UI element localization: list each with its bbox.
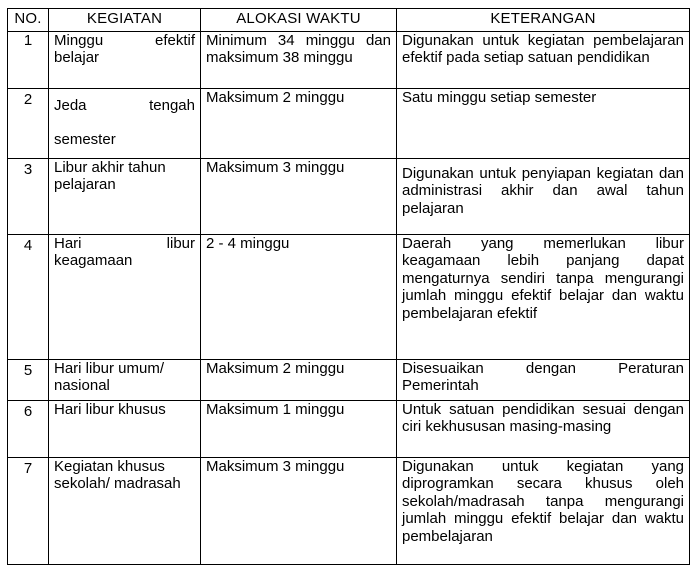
kegiatan-cell: Hari libur khusus — [49, 401, 201, 458]
alokasi-cell: Maksimum 2 minggu — [201, 89, 397, 159]
keterangan-cell: Satu minggu setiap semester — [397, 89, 690, 159]
row-number: 4 — [8, 235, 49, 360]
kegiatan-cell: Minggu efektif belajar — [49, 32, 201, 89]
kegiatan-cell: Jeda tengah semester — [49, 89, 201, 159]
alokasi-cell: Maksimum 3 minggu — [201, 159, 397, 235]
keterangan-cell: Disesuaikan dengan Peraturan Pemerintah — [397, 360, 690, 401]
alokasi-cell: Maksimum 2 minggu — [201, 360, 397, 401]
kegiatan-cell: Libur akhir tahun pelajaran — [49, 159, 201, 235]
table-row — [8, 360, 690, 401]
alokasi-cell: Maksimum 3 minggu — [201, 458, 397, 565]
table-row — [8, 89, 690, 159]
header-keterangan: KETERANGAN — [397, 9, 690, 32]
table-header — [8, 9, 690, 32]
table-row — [8, 401, 690, 458]
keterangan-cell: Digunakan untuk penyiapan kegiatan dan administrasi akhir dan awal tahun pelajaran — [397, 159, 690, 235]
header-alokasi-waktu: ALOKASI WAKTU — [201, 9, 397, 32]
header-no: NO. — [8, 9, 49, 32]
table-row — [8, 235, 690, 360]
row-number: 7 — [8, 458, 49, 565]
alokasi-cell: Minimum 34 minggu dan maksimum 38 minggu — [201, 32, 397, 89]
table-row — [8, 458, 690, 565]
kegiatan-cell: Hari libur umum/ nasional — [49, 360, 201, 401]
header-row — [8, 9, 690, 32]
row-number: 6 — [8, 401, 49, 458]
row-number: 1 — [8, 32, 49, 89]
row-number: 2 — [8, 89, 49, 159]
keterangan-cell: Untuk satuan pendidikan sesuai dengan ciri kekhususan masing-masing — [397, 401, 690, 458]
alokasi-cell: Maksimum 1 minggu — [201, 401, 397, 458]
row-number: 5 — [8, 360, 49, 401]
academic-calendar-table — [7, 8, 690, 565]
table-body — [8, 32, 690, 565]
keterangan-cell: Digunakan untuk kegiatan pembelajaran efektif pada setiap satuan pendidikan — [397, 32, 690, 89]
row-number: 3 — [8, 159, 49, 235]
table-row — [8, 159, 690, 235]
keterangan-cell: Digunakan untuk kegiatan yang diprogramkan secara khusus oleh sekolah/madrasah tanpa mengurangi jumlah minggu efektif belajar dan waktu pembelajaran — [397, 458, 690, 565]
kegiatan-cell: Hari libur keagamaan — [49, 235, 201, 360]
keterangan-cell: Daerah yang memerlukan libur keagamaan lebih panjang dapat mengaturnya sendiri tanpa mengurangi jumlah minggu efektif belajar dan waktu pembelajaran efektif — [397, 235, 690, 360]
header-kegiatan: KEGIATAN — [49, 9, 201, 32]
alokasi-cell: 2 - 4 minggu — [201, 235, 397, 360]
kegiatan-cell: Kegiatan khusus sekolah/ madrasah — [49, 458, 201, 565]
table-row — [8, 32, 690, 89]
